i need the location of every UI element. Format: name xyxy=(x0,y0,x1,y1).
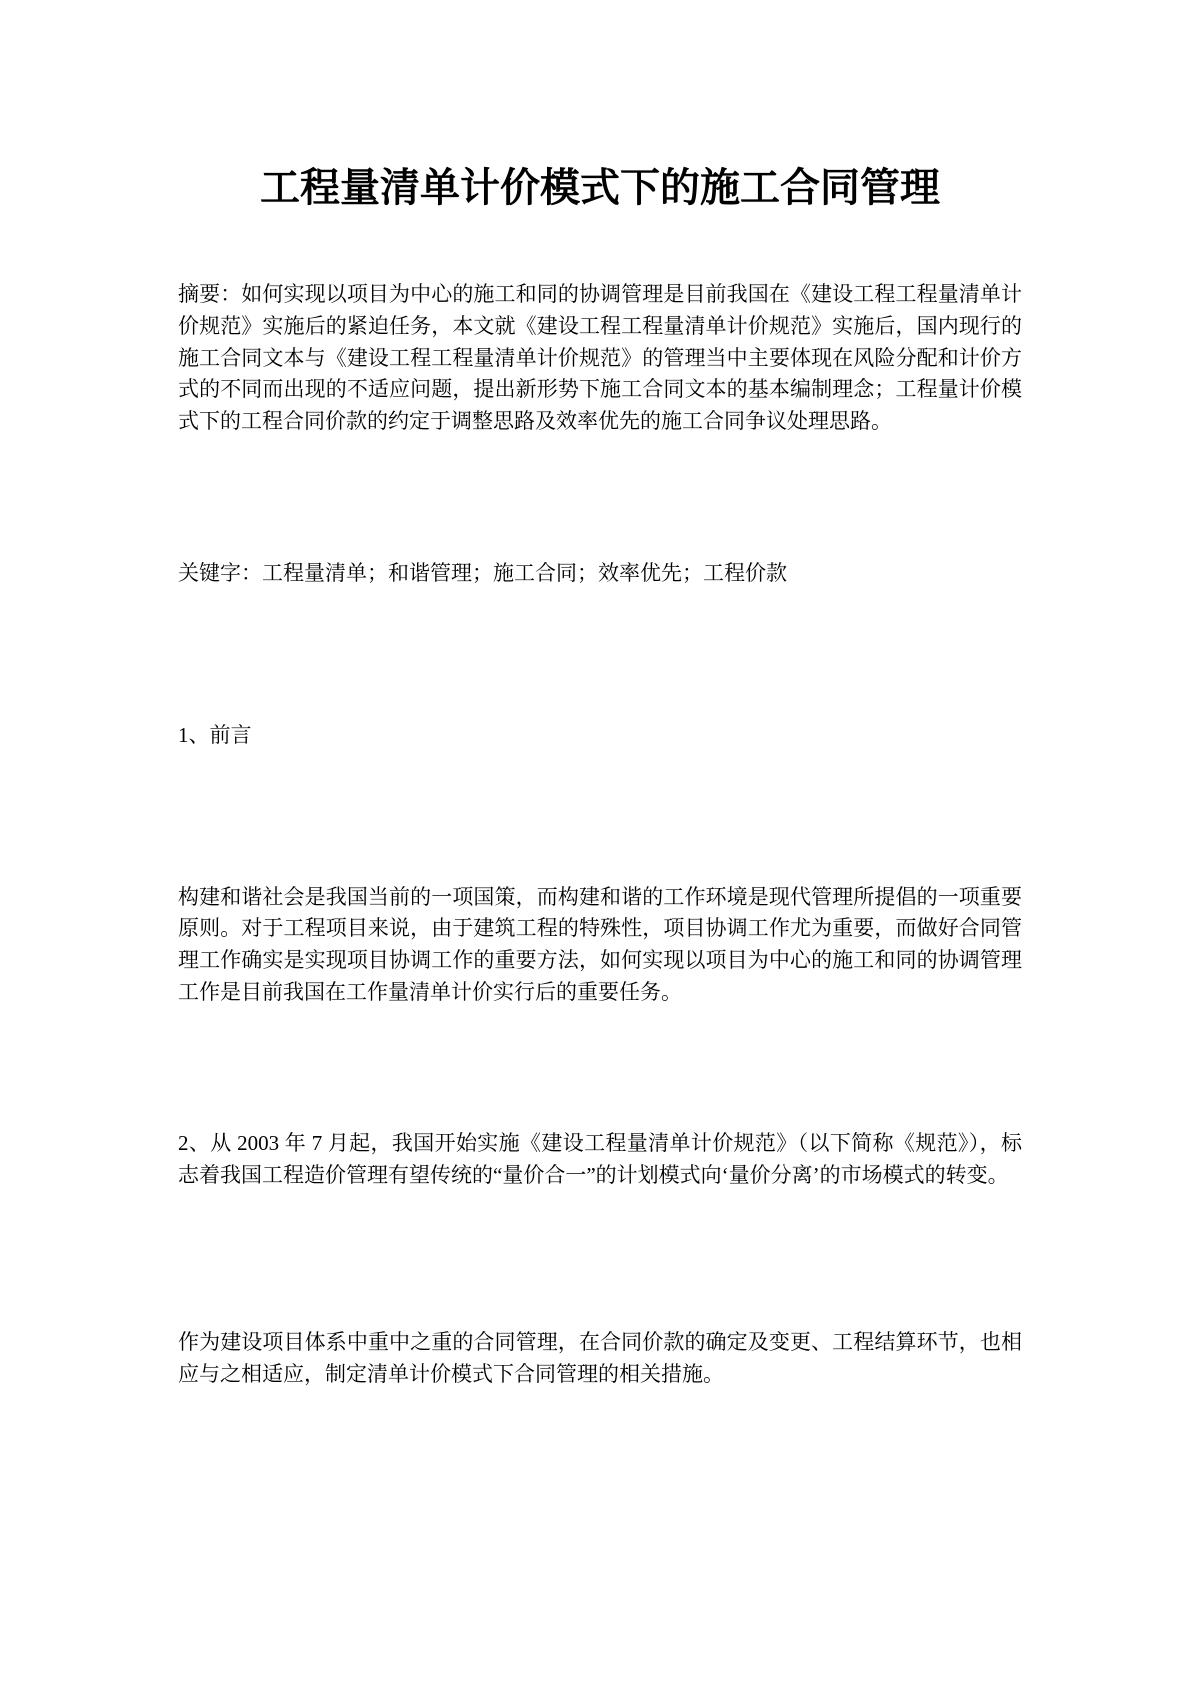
paragraph-2003-regulation: 2、从 2003 年 7 月起，我国开始实施《建设工程量清单计价规范》（以下简称《规范》），标志着我国工程造价管理有望传统的“量价合一”的计划模式向‘量价分离’的市场模式的转变。 xyxy=(178,1130,1022,1187)
section-heading-foreword: 1、前言 xyxy=(178,722,252,747)
paragraph-contract-management: 作为建设项目体系中重中之重的合同管理，在合同价款的确定及变更、工程结算环节，也相应与之相适应，制定清单计价模式下合同管理的相关措施。 xyxy=(178,1330,1022,1387)
paragraph-harmonious-society: 构建和谐社会是我国当前的一项国策，而构建和谐的工作环境是现代管理所提倡的一项重要原则。对于工程项目来说，由于建筑工程的特殊性，项目协调工作尤为重要，而做好合同管理工作确实是实现项目协调工作的重要方法，如何实现以项目为中心的施工和同的协调管理工作是目前我国在工作量清单计价实行后的重要任务。 xyxy=(178,884,1022,1004)
keywords-line: 关键字：工程量清单；和谐管理；施工合同；效率优先；工程价款 xyxy=(178,560,787,585)
abstract-paragraph: 摘要：如何实现以项目为中心的施工和同的协调管理是目前我国在《建设工程工程量清单计价规范》实施后的紧迫任务，本文就《建设工程工程量清单计价规范》实施后，国内现行的施工合同文本与《建设工程工程量清单计价规范》的管理当中主要体现在风险分配和计价方式的不同而出现的不适应问题，提出新形势下施工合同文本的基本编制理念；工程量计价模式下的工程合同价款的约定于调整思路及效率优先的施工合同争议处理思路。 xyxy=(178,282,1022,434)
document-title: 工程量清单计价模式下的施工合同管理 xyxy=(260,165,940,210)
